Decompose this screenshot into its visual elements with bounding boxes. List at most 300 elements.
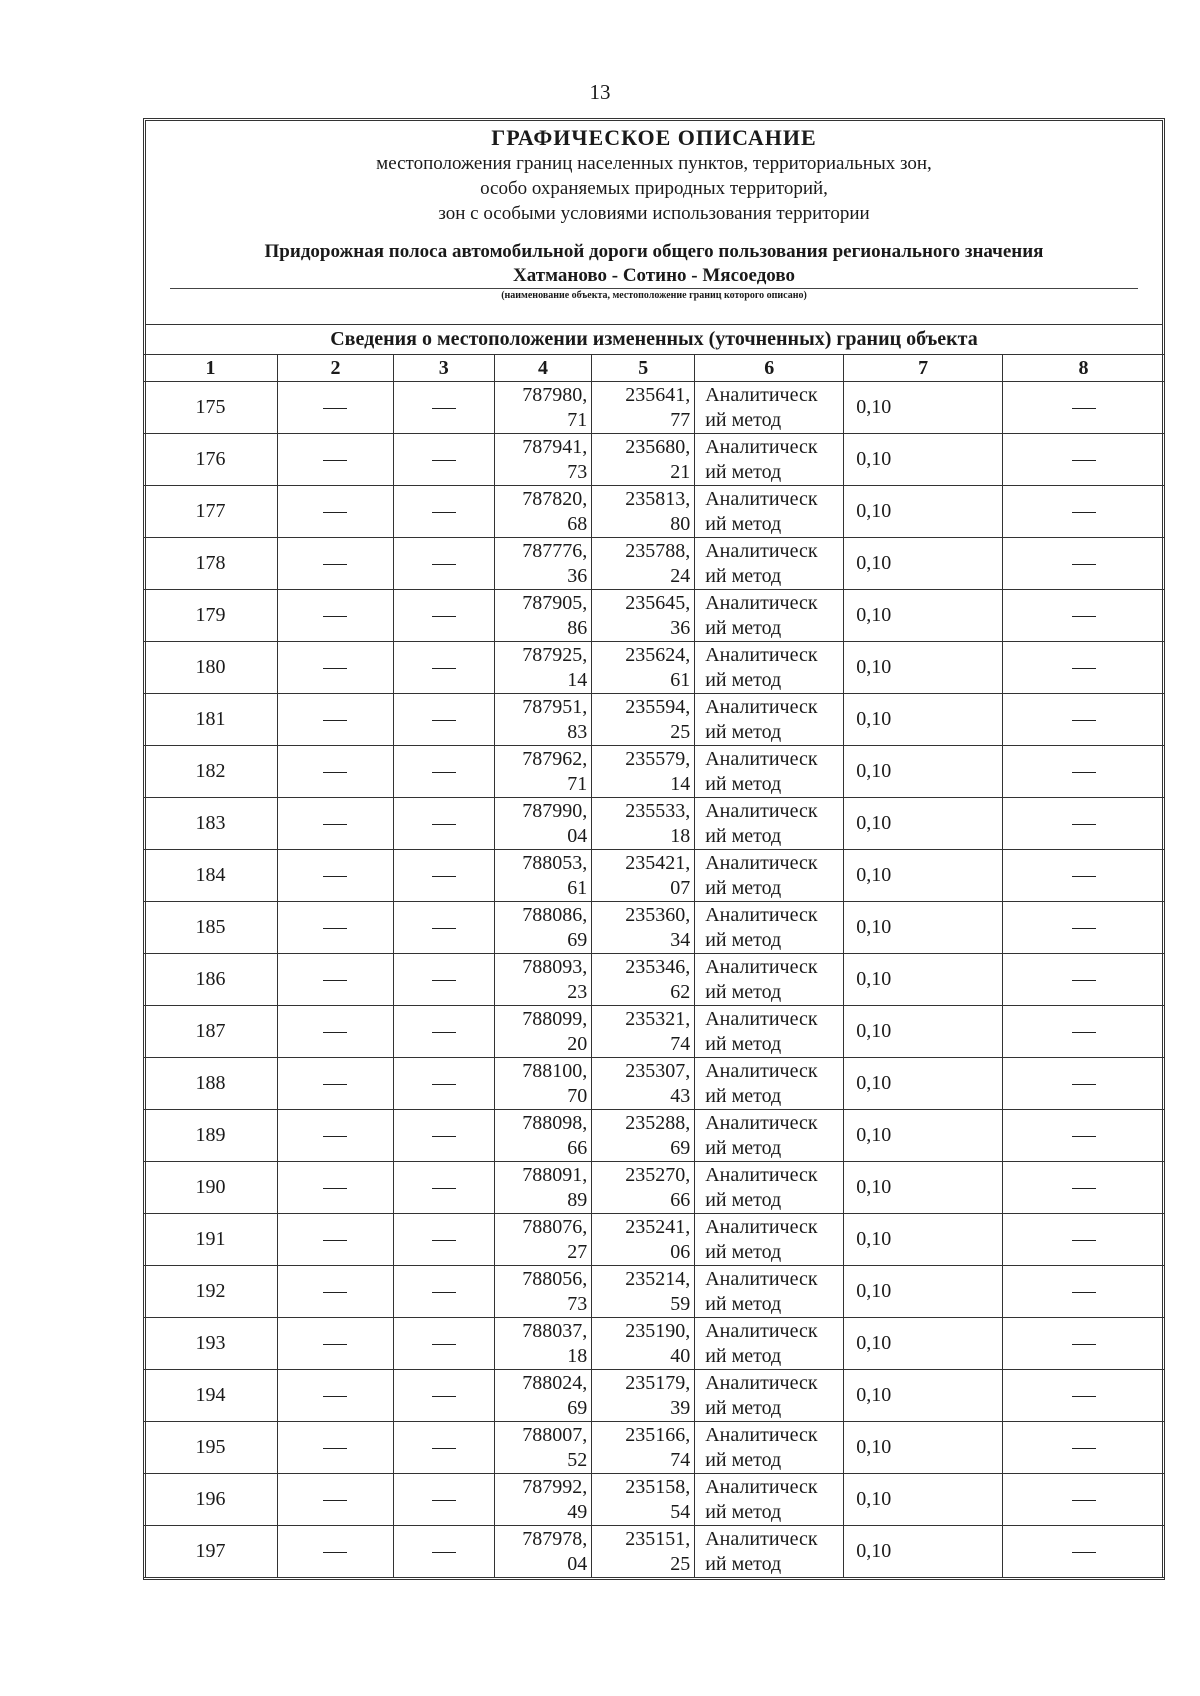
document-frame	[143, 118, 1165, 1580]
point-number-cell: 197	[144, 1526, 278, 1578]
y-integer-part: 235151,	[625, 1527, 691, 1550]
dash-mark	[323, 1188, 347, 1189]
dash-mark	[1072, 824, 1096, 825]
method-line-1: Аналитическ	[705, 1371, 818, 1394]
method-line-2: ий метод	[705, 460, 782, 483]
column-2-cell	[278, 1422, 394, 1474]
y-fraction-part: 62	[670, 980, 691, 1003]
column-header: 8	[1003, 355, 1165, 382]
dash-mark	[1072, 1292, 1096, 1293]
column-2-cell	[278, 590, 394, 642]
x-integer-part: 788024,	[522, 1371, 588, 1394]
method-line-2: ий метод	[705, 1292, 782, 1315]
column-2-cell	[278, 1370, 394, 1422]
method-line-1: Аналитическ	[705, 1163, 818, 1186]
method-line-2: ий метод	[705, 772, 782, 795]
y-coordinate-cell	[592, 746, 695, 798]
column-8-cell	[1003, 382, 1165, 434]
x-integer-part: 787820,	[522, 487, 588, 510]
point-number-cell: 193	[144, 1318, 278, 1370]
x-fraction-part: 20	[567, 1032, 588, 1055]
column-header: 1	[144, 355, 278, 382]
x-coordinate-cell	[494, 850, 592, 902]
y-integer-part: 235214,	[625, 1267, 691, 1290]
table-body	[144, 382, 1165, 1578]
dash-mark	[432, 928, 456, 929]
column-header: 7	[844, 355, 1003, 382]
dash-mark	[323, 1136, 347, 1137]
column-header: 5	[592, 355, 695, 382]
column-3-cell	[393, 486, 494, 538]
y-integer-part: 235241,	[625, 1215, 691, 1238]
accuracy-cell: 0,10	[844, 1266, 1003, 1318]
dash-mark	[1072, 512, 1096, 513]
x-coordinate-cell	[494, 1526, 592, 1578]
method-cell	[695, 538, 844, 590]
column-2-cell	[278, 798, 394, 850]
column-header: 2	[278, 355, 394, 382]
accuracy-cell: 0,10	[844, 694, 1003, 746]
dash-mark	[323, 616, 347, 617]
dash-mark	[1072, 1448, 1096, 1449]
point-number-cell: 178	[144, 538, 278, 590]
table-row	[144, 746, 1165, 798]
dash-mark	[432, 1448, 456, 1449]
dash-mark	[432, 1552, 456, 1553]
point-number-cell: 187	[144, 1006, 278, 1058]
column-8-cell	[1003, 694, 1165, 746]
column-3-cell	[393, 590, 494, 642]
y-coordinate-cell	[592, 1318, 695, 1370]
y-coordinate-cell	[592, 1006, 695, 1058]
x-coordinate-cell	[494, 694, 592, 746]
dash-mark	[432, 1500, 456, 1501]
y-coordinate-cell	[592, 694, 695, 746]
table-row	[144, 1058, 1165, 1110]
accuracy-cell: 0,10	[844, 1214, 1003, 1266]
column-2-cell	[278, 954, 394, 1006]
x-coordinate-cell	[494, 642, 592, 694]
method-cell	[695, 798, 844, 850]
y-integer-part: 235346,	[625, 955, 691, 978]
method-cell	[695, 434, 844, 486]
dash-mark	[1072, 460, 1096, 461]
y-integer-part: 235158,	[625, 1475, 691, 1498]
x-fraction-part: 83	[567, 720, 588, 743]
method-line-1: Аналитическ	[705, 1111, 818, 1134]
column-8-cell	[1003, 954, 1165, 1006]
method-line-2: ий метод	[705, 876, 782, 899]
method-cell	[695, 486, 844, 538]
x-integer-part: 787978,	[522, 1527, 588, 1550]
document-title: ГРАФИЧЕСКОЕ ОПИСАНИЕ	[491, 125, 817, 150]
method-line-2: ий метод	[705, 824, 782, 847]
method-line-1: Аналитическ	[705, 955, 818, 978]
column-3-cell	[393, 798, 494, 850]
point-number-cell: 185	[144, 902, 278, 954]
x-integer-part: 788007,	[522, 1423, 588, 1446]
method-line-2: ий метод	[705, 1500, 782, 1523]
table-row	[144, 590, 1165, 642]
table-row	[144, 1162, 1165, 1214]
table-row	[144, 382, 1165, 434]
accuracy-cell: 0,10	[844, 1370, 1003, 1422]
method-line-1: Аналитическ	[705, 747, 818, 770]
x-integer-part: 787990,	[522, 799, 588, 822]
dash-mark	[323, 1084, 347, 1085]
x-coordinate-cell	[494, 486, 592, 538]
dash-mark	[323, 1500, 347, 1501]
point-number-cell: 186	[144, 954, 278, 1006]
method-cell	[695, 590, 844, 642]
point-number-cell: 175	[144, 382, 278, 434]
y-fraction-part: 54	[670, 1500, 691, 1523]
y-integer-part: 235360,	[625, 903, 691, 926]
y-integer-part: 235288,	[625, 1111, 691, 1134]
table-row	[144, 1006, 1165, 1058]
method-line-2: ий метод	[705, 616, 782, 639]
table-row	[144, 1474, 1165, 1526]
x-coordinate-cell	[494, 382, 592, 434]
accuracy-cell: 0,10	[844, 746, 1003, 798]
dash-mark	[1072, 408, 1096, 409]
method-cell	[695, 1422, 844, 1474]
method-line-2: ий метод	[705, 408, 782, 431]
method-line-2: ий метод	[705, 1188, 782, 1211]
column-3-cell	[393, 1526, 494, 1578]
y-fraction-part: 07	[670, 876, 691, 899]
column-2-cell	[278, 538, 394, 590]
dash-mark	[1072, 772, 1096, 773]
object-name-underline	[170, 264, 1138, 289]
column-3-cell	[393, 538, 494, 590]
method-line-2: ий метод	[705, 928, 782, 951]
method-cell	[695, 642, 844, 694]
column-2-cell	[278, 1526, 394, 1578]
method-cell	[695, 1162, 844, 1214]
column-8-cell	[1003, 1318, 1165, 1370]
point-number-cell: 181	[144, 694, 278, 746]
method-cell	[695, 902, 844, 954]
dash-mark	[1072, 564, 1096, 565]
column-8-cell	[1003, 486, 1165, 538]
method-cell	[695, 1370, 844, 1422]
method-line-1: Аналитическ	[705, 539, 818, 562]
x-coordinate-cell	[494, 798, 592, 850]
column-3-cell	[393, 1006, 494, 1058]
subtitle-line-3: зон с особыми условиями использования территории	[438, 203, 870, 224]
method-line-1: Аналитическ	[705, 591, 818, 614]
column-2-cell	[278, 382, 394, 434]
dash-mark	[432, 824, 456, 825]
method-line-2: ий метод	[705, 720, 782, 743]
column-3-cell	[393, 1266, 494, 1318]
x-integer-part: 788037,	[522, 1319, 588, 1342]
column-3-cell	[393, 1318, 494, 1370]
x-integer-part: 787951,	[522, 695, 588, 718]
y-coordinate-cell	[592, 538, 695, 590]
column-2-cell	[278, 1006, 394, 1058]
method-line-1: Аналитическ	[705, 435, 818, 458]
method-line-2: ий метод	[705, 1396, 782, 1419]
x-coordinate-cell	[494, 1266, 592, 1318]
table-row	[144, 1526, 1165, 1578]
y-integer-part: 235190,	[625, 1319, 691, 1342]
x-integer-part: 787925,	[522, 643, 588, 666]
y-coordinate-cell	[592, 590, 695, 642]
dash-mark	[323, 408, 347, 409]
y-integer-part: 235179,	[625, 1371, 691, 1394]
y-coordinate-cell	[592, 642, 695, 694]
dash-mark	[323, 668, 347, 669]
method-line-2: ий метод	[705, 1084, 782, 1107]
x-integer-part: 787776,	[522, 539, 588, 562]
method-line-2: ий метод	[705, 512, 782, 535]
y-integer-part: 235788,	[625, 539, 691, 562]
y-integer-part: 235680,	[625, 435, 691, 458]
dash-mark	[323, 772, 347, 773]
object-name-line-2: Хатманово - Сотино - Мясоедово	[513, 265, 795, 286]
table-row	[144, 850, 1165, 902]
table-row	[144, 798, 1165, 850]
accuracy-cell: 0,10	[844, 486, 1003, 538]
table-row	[144, 1318, 1165, 1370]
accuracy-cell: 0,10	[844, 590, 1003, 642]
dash-mark	[323, 824, 347, 825]
y-fraction-part: 24	[670, 564, 691, 587]
x-coordinate-cell	[494, 902, 592, 954]
method-line-1: Аналитическ	[705, 799, 818, 822]
column-8-cell	[1003, 902, 1165, 954]
accuracy-cell: 0,10	[844, 1006, 1003, 1058]
dash-mark	[323, 720, 347, 721]
column-8-cell	[1003, 1110, 1165, 1162]
column-3-cell	[393, 694, 494, 746]
method-cell	[695, 1318, 844, 1370]
accuracy-cell: 0,10	[844, 954, 1003, 1006]
dash-mark	[323, 460, 347, 461]
y-fraction-part: 77	[670, 408, 691, 431]
section-title: Сведения о местоположении измененных (уточненных) границ объекта	[330, 328, 978, 350]
table-header-row	[144, 355, 1165, 382]
column-3-cell	[393, 434, 494, 486]
point-number-cell: 189	[144, 1110, 278, 1162]
dash-mark	[323, 876, 347, 877]
x-integer-part: 787905,	[522, 591, 588, 614]
column-3-cell	[393, 850, 494, 902]
x-coordinate-cell	[494, 538, 592, 590]
method-line-2: ий метод	[705, 1448, 782, 1471]
dash-mark	[1072, 1240, 1096, 1241]
column-8-cell	[1003, 1214, 1165, 1266]
y-fraction-part: 59	[670, 1292, 691, 1315]
accuracy-cell: 0,10	[844, 1058, 1003, 1110]
column-header: 6	[695, 355, 844, 382]
point-number-cell: 180	[144, 642, 278, 694]
column-2-cell	[278, 434, 394, 486]
dash-mark	[432, 460, 456, 461]
y-fraction-part: 43	[670, 1084, 691, 1107]
column-8-cell	[1003, 642, 1165, 694]
method-line-1: Аналитическ	[705, 1007, 818, 1030]
column-3-cell	[393, 1370, 494, 1422]
column-8-cell	[1003, 746, 1165, 798]
method-cell	[695, 1266, 844, 1318]
y-coordinate-cell	[592, 1214, 695, 1266]
dash-mark	[323, 512, 347, 513]
x-coordinate-cell	[494, 434, 592, 486]
y-fraction-part: 74	[670, 1448, 691, 1471]
point-number-cell: 194	[144, 1370, 278, 1422]
dash-mark	[432, 980, 456, 981]
y-fraction-part: 74	[670, 1032, 691, 1055]
x-integer-part: 788100,	[522, 1059, 588, 1082]
x-coordinate-cell	[494, 1162, 592, 1214]
table-row	[144, 1214, 1165, 1266]
dash-mark	[1072, 1032, 1096, 1033]
accuracy-cell: 0,10	[844, 1162, 1003, 1214]
column-2-cell	[278, 1474, 394, 1526]
method-line-1: Аналитическ	[705, 643, 818, 666]
method-line-1: Аналитическ	[705, 903, 818, 926]
point-number-cell: 183	[144, 798, 278, 850]
y-coordinate-cell	[592, 1110, 695, 1162]
column-3-cell	[393, 642, 494, 694]
y-fraction-part: 39	[670, 1396, 691, 1419]
x-fraction-part: 73	[567, 460, 588, 483]
y-coordinate-cell	[592, 1422, 695, 1474]
x-coordinate-cell	[494, 1318, 592, 1370]
y-integer-part: 235579,	[625, 747, 691, 770]
y-coordinate-cell	[592, 850, 695, 902]
table-row	[144, 642, 1165, 694]
x-integer-part: 788098,	[522, 1111, 588, 1134]
x-integer-part: 788056,	[522, 1267, 588, 1290]
x-fraction-part: 68	[567, 512, 588, 535]
y-coordinate-cell	[592, 1474, 695, 1526]
y-fraction-part: 69	[670, 1136, 691, 1159]
x-fraction-part: 23	[567, 980, 588, 1003]
x-fraction-part: 69	[567, 1396, 588, 1419]
column-3-cell	[393, 382, 494, 434]
column-2-cell	[278, 694, 394, 746]
header-separator	[146, 324, 1162, 325]
x-coordinate-cell	[494, 1006, 592, 1058]
point-number-cell: 190	[144, 1162, 278, 1214]
column-8-cell	[1003, 798, 1165, 850]
accuracy-cell: 0,10	[844, 642, 1003, 694]
x-coordinate-cell	[494, 1110, 592, 1162]
y-fraction-part: 25	[670, 1552, 691, 1575]
y-fraction-part: 66	[670, 1188, 691, 1211]
accuracy-cell: 0,10	[844, 850, 1003, 902]
x-fraction-part: 36	[567, 564, 588, 587]
y-integer-part: 235421,	[625, 851, 691, 874]
accuracy-cell: 0,10	[844, 1474, 1003, 1526]
dash-mark	[323, 1448, 347, 1449]
dash-mark	[1072, 1084, 1096, 1085]
point-number-cell: 176	[144, 434, 278, 486]
method-cell	[695, 382, 844, 434]
y-integer-part: 235321,	[625, 1007, 691, 1030]
x-integer-part: 788093,	[522, 955, 588, 978]
column-2-cell	[278, 642, 394, 694]
x-coordinate-cell	[494, 1474, 592, 1526]
method-line-1: Аналитическ	[705, 1215, 818, 1238]
column-3-cell	[393, 1058, 494, 1110]
method-line-2: ий метод	[705, 1136, 782, 1159]
dash-mark	[432, 1396, 456, 1397]
y-fraction-part: 36	[670, 616, 691, 639]
y-integer-part: 235533,	[625, 799, 691, 822]
method-cell	[695, 1058, 844, 1110]
point-number-cell: 184	[144, 850, 278, 902]
column-2-cell	[278, 486, 394, 538]
y-coordinate-cell	[592, 1370, 695, 1422]
column-2-cell	[278, 902, 394, 954]
column-2-cell	[278, 1058, 394, 1110]
column-8-cell	[1003, 1474, 1165, 1526]
y-coordinate-cell	[592, 382, 695, 434]
dash-mark	[1072, 1344, 1096, 1345]
method-cell	[695, 850, 844, 902]
y-coordinate-cell	[592, 1266, 695, 1318]
x-fraction-part: 89	[567, 1188, 588, 1211]
accuracy-cell: 0,10	[844, 382, 1003, 434]
column-header: 4	[494, 355, 592, 382]
x-coordinate-cell	[494, 954, 592, 1006]
y-fraction-part: 18	[670, 824, 691, 847]
column-8-cell	[1003, 1370, 1165, 1422]
column-2-cell	[278, 1318, 394, 1370]
dash-mark	[1072, 876, 1096, 877]
dash-mark	[432, 1240, 456, 1241]
method-cell	[695, 1214, 844, 1266]
object-caption: (наименование объекта, местоположение границ которого описано)	[501, 290, 807, 301]
column-8-cell	[1003, 1162, 1165, 1214]
accuracy-cell: 0,10	[844, 1318, 1003, 1370]
column-8-cell	[1003, 1006, 1165, 1058]
y-integer-part: 235594,	[625, 695, 691, 718]
method-cell	[695, 1526, 844, 1578]
object-name-line-1: Придорожная полоса автомобильной дороги общего пользования регионального значения	[264, 241, 1044, 262]
y-fraction-part: 14	[670, 772, 691, 795]
x-integer-part: 788091,	[522, 1163, 588, 1186]
column-3-cell	[393, 1422, 494, 1474]
x-fraction-part: 49	[567, 1500, 588, 1523]
method-line-2: ий метод	[705, 1552, 782, 1575]
method-cell	[695, 1006, 844, 1058]
method-line-2: ий метод	[705, 668, 782, 691]
column-8-cell	[1003, 850, 1165, 902]
dash-mark	[432, 1032, 456, 1033]
point-number-cell: 179	[144, 590, 278, 642]
x-fraction-part: 18	[567, 1344, 588, 1367]
y-coordinate-cell	[592, 798, 695, 850]
dash-mark	[432, 772, 456, 773]
x-fraction-part: 73	[567, 1292, 588, 1315]
column-8-cell	[1003, 538, 1165, 590]
column-2-cell	[278, 1162, 394, 1214]
y-fraction-part: 25	[670, 720, 691, 743]
dash-mark	[432, 408, 456, 409]
page-number: 13	[589, 80, 611, 104]
x-integer-part: 788053,	[522, 851, 588, 874]
y-integer-part: 235645,	[625, 591, 691, 614]
x-fraction-part: 86	[567, 616, 588, 639]
coordinates-table	[143, 354, 1165, 1578]
dash-mark	[1072, 1552, 1096, 1553]
